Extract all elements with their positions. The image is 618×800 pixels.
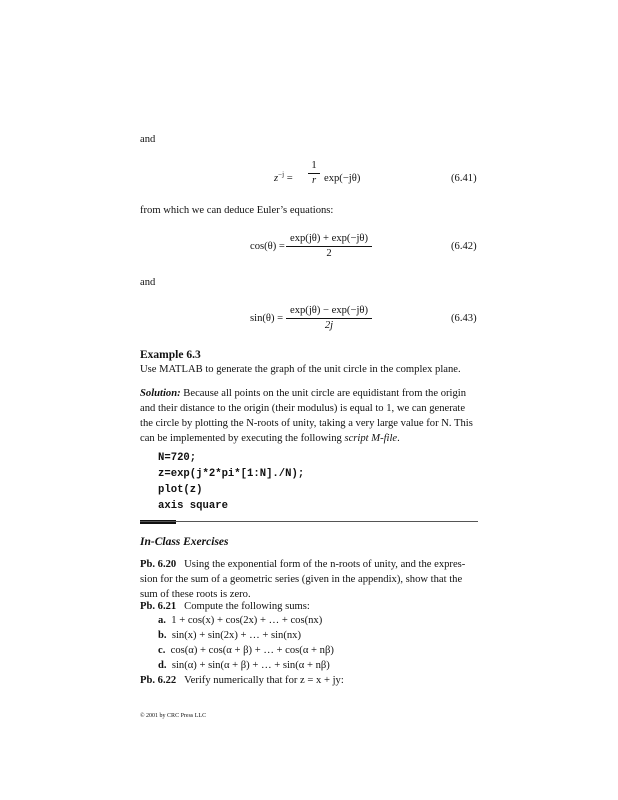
eq641-equals: = bbox=[286, 173, 293, 184]
pb621-label: Pb. 6.21 bbox=[140, 601, 177, 612]
script-mfile-term: script M-file bbox=[344, 433, 398, 444]
eq642-fraction bbox=[286, 233, 372, 259]
solution-line-4: can be implemented by executing the following script M-file. bbox=[140, 433, 400, 444]
eq643-frac-num: exp(jθ) − exp(−jθ) bbox=[290, 305, 368, 316]
code-line-3: plot(z) bbox=[158, 484, 203, 496]
eq641-lhs-sup: −j bbox=[278, 170, 285, 179]
solution-line-3: the circle by plotting the N-roots of unity, taking a very large value for N. This bbox=[140, 418, 473, 429]
eq643-frac-bar bbox=[286, 318, 372, 319]
pb-6-22 bbox=[140, 673, 344, 688]
eq641-number: (6.41) bbox=[451, 173, 477, 184]
example-title: Example 6.3 bbox=[140, 349, 201, 361]
eq641-lhs bbox=[274, 170, 293, 184]
eq641-fraction bbox=[308, 160, 320, 186]
pb621-item-a: a. 1 + cos(x) + cos(2x) + … + cos(nx) bbox=[158, 615, 323, 626]
pb620-label: Pb. 6.20 bbox=[140, 559, 177, 570]
eq643-number: (6.43) bbox=[451, 313, 477, 324]
pb621-item-c: c. cos(α) + cos(α + β) + … + cos(α + nβ) bbox=[158, 645, 334, 656]
pb-6-20 bbox=[140, 557, 465, 602]
pb620-line-1: Using the exponential form of the n-roots of unity, and the expres- bbox=[184, 559, 466, 570]
pb622-label: Pb. 6.22 bbox=[140, 675, 177, 686]
pb621-item-b: b. sin(x) + sin(2x) + … + sin(nx) bbox=[158, 630, 301, 641]
code-line-2: z=exp(j*2*pi*[1:N]./N); bbox=[158, 468, 305, 480]
eq642-lhs: cos(θ) = bbox=[250, 241, 285, 252]
exercises-title: In-Class Exercises bbox=[140, 536, 229, 548]
eq641-lhs-base: z bbox=[274, 173, 279, 184]
eq642-frac-den: 2 bbox=[326, 248, 332, 259]
example-solution bbox=[140, 386, 480, 446]
solution-line-1: Because all points on the unit circle are equidistant from the origin bbox=[183, 388, 467, 399]
paragraph-and-2: and bbox=[140, 277, 156, 288]
eq641-frac-den: r bbox=[311, 175, 317, 186]
eq643-lhs: sin(θ) = bbox=[250, 313, 284, 324]
pb620-line-2: sion for the sum of a geometric series (given in the appendix), show that the bbox=[140, 574, 463, 585]
code-line-1: N=720; bbox=[158, 452, 197, 464]
code-block bbox=[158, 450, 304, 514]
pb621-text: Compute the following sums: bbox=[184, 601, 310, 612]
eq641-rhs: exp(−jθ) bbox=[324, 173, 361, 184]
eq642-frac-num: exp(jθ) + exp(−jθ) bbox=[290, 233, 368, 244]
pb620-line-3: sum of these roots is zero. bbox=[140, 589, 251, 600]
paragraph-and-1: and bbox=[140, 134, 156, 145]
pb622-text: Verify numerically that for z = x + jy: bbox=[184, 675, 344, 686]
eq643-frac-den: 2j bbox=[324, 320, 334, 331]
eq642-frac-bar bbox=[286, 246, 372, 247]
eq641-frac-num: 1 bbox=[311, 160, 317, 171]
paragraph-euler: from which we can deduce Euler’s equations: bbox=[140, 205, 334, 216]
eq643-fraction bbox=[286, 305, 372, 331]
pb621-item-d: d. sin(α) + sin(α + β) + … + sin(α + nβ) bbox=[158, 660, 330, 671]
example-prompt: Use MATLAB to generate the graph of the unit circle in the complex plane. bbox=[140, 364, 461, 375]
pb621-items bbox=[158, 613, 334, 673]
eq642-number: (6.42) bbox=[451, 241, 477, 252]
code-line-4: axis square bbox=[158, 500, 228, 512]
pb-6-21 bbox=[140, 599, 310, 614]
solution-label: Solution: bbox=[140, 388, 181, 399]
copyright-footer: © 2001 by CRC Press LLC bbox=[140, 713, 207, 719]
section-rule-thin bbox=[140, 521, 478, 522]
eq641-frac-bar bbox=[308, 173, 320, 174]
solution-line-2: and their distance to the origin (their modulus) is equal to 1, we can generate bbox=[140, 403, 466, 414]
